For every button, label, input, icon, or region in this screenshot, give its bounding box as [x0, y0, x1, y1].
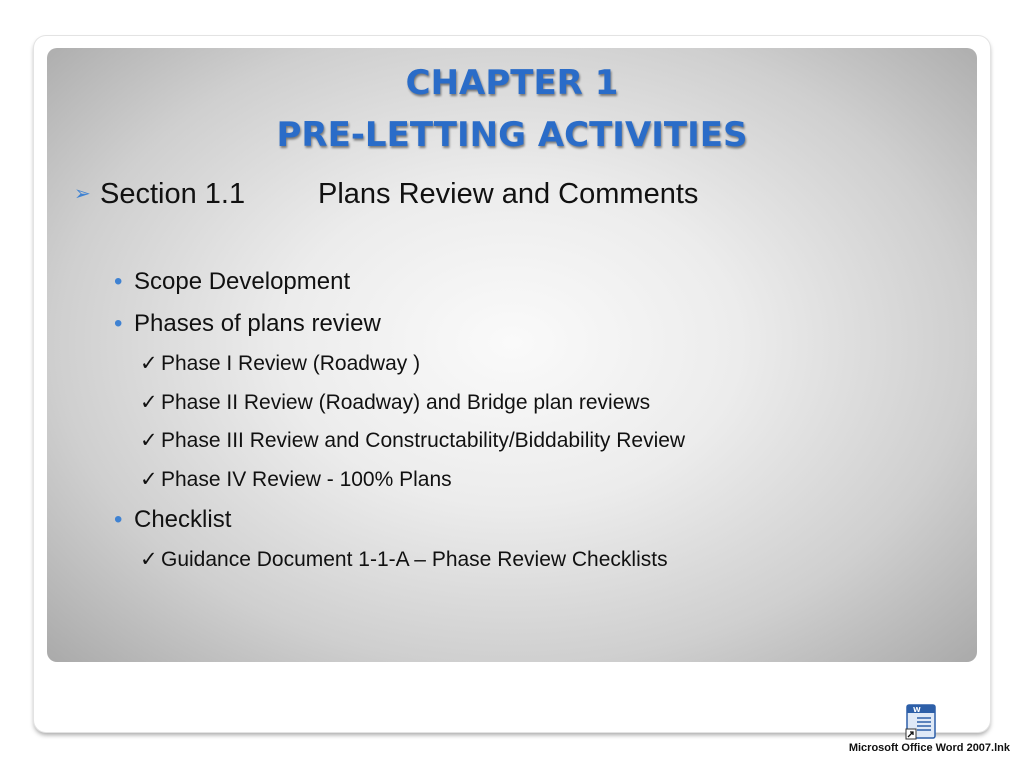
word-shortcut-icon[interactable] [903, 703, 941, 741]
checkmark-icon: ✓ [140, 429, 158, 452]
slide-title-line2: PRE-LETTING ACTIVITIES [276, 115, 748, 155]
desktop-file-label[interactable]: Microsoft Office Word 2007.lnk [848, 742, 1010, 754]
checkmark-icon: ✓ [140, 352, 158, 375]
dot-bullet-icon: • [114, 268, 123, 295]
list-item-text: Phases of plans review [134, 310, 381, 337]
checkmark-icon: ✓ [140, 548, 158, 571]
slide-title-line1: CHAPTER 1 [405, 63, 619, 103]
checkmark-icon: ✓ [140, 468, 158, 491]
arrow-bullet-icon: ➢ [74, 183, 91, 205]
list-item-scope [114, 268, 350, 296]
list-item-phase2 [140, 390, 650, 415]
dot-bullet-icon: • [114, 310, 123, 337]
list-item-text: Phase I Review (Roadway ) [161, 352, 421, 375]
list-item-text: Guidance Document 1-1-A – Phase Review Checklists [161, 548, 668, 571]
section-name: Plans Review and Comments [318, 178, 699, 210]
section-heading [74, 178, 698, 211]
list-item-phase4 [140, 467, 452, 492]
list-item-checklist [114, 506, 231, 534]
list-item-phases [114, 310, 381, 338]
list-item-phase1 [140, 351, 420, 376]
list-item-text: Checklist [134, 506, 232, 533]
list-item-text: Phase III Review and Constructability/Biddability Review [161, 429, 686, 452]
list-item-guidance [140, 547, 668, 572]
list-item-text: Phase II Review (Roadway) and Bridge plan reviews [161, 391, 651, 414]
list-item-phase3 [140, 428, 685, 453]
section-number: Section 1.1 [100, 178, 246, 210]
dot-bullet-icon: • [114, 506, 123, 533]
list-item-text: Phase IV Review - 100% Plans [161, 468, 452, 491]
svg-text:W: W [913, 706, 921, 714]
list-item-text: Scope Development [134, 268, 351, 295]
checkmark-icon: ✓ [140, 391, 158, 414]
